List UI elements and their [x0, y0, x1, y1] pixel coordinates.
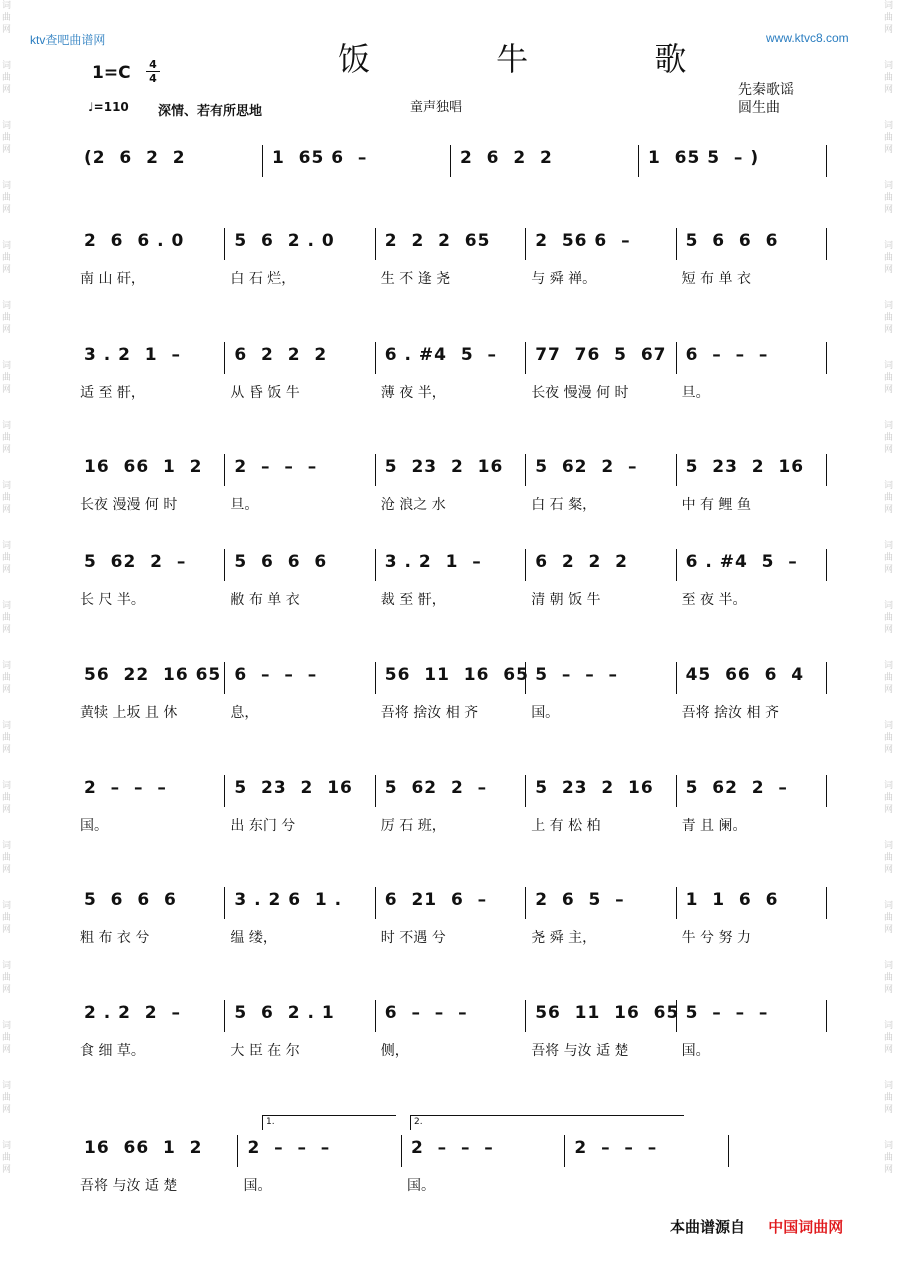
measure: 2 – – – — [410, 1138, 494, 1158]
volta-bracket-first: 1. — [262, 1115, 396, 1130]
lyric-phrase: 吾将 与汝 适 楚 — [80, 1178, 178, 1194]
measure: 5 62 2 – — [84, 552, 187, 572]
measure: 2 6 2 2 — [460, 148, 553, 168]
watermark-text: 词曲网 — [884, 481, 894, 515]
measure: 5 23 2 16 — [535, 778, 654, 798]
lyrics-line — [78, 587, 830, 615]
watermark-text: 词曲网 — [2, 1021, 12, 1055]
measure: 6 – – – — [384, 1003, 468, 1023]
measure: 5 62 2 – — [384, 778, 488, 798]
lyric-phrase: 旦。 — [230, 497, 259, 513]
measure: 56 11 16 65 — [535, 1003, 680, 1023]
notation-line — [78, 547, 830, 579]
notation-line — [78, 1133, 830, 1165]
time-signature-bottom: 4 — [149, 72, 157, 85]
watermark-text: 词曲网 — [2, 841, 12, 875]
measure: 5 – – – — [685, 1003, 769, 1023]
lyric-phrase: 牛 兮 努 力 — [681, 930, 751, 946]
lyrics-line — [78, 266, 830, 294]
lyric-phrase: 裁 至 骭， — [380, 592, 446, 608]
footer-site-link[interactable]: 中国词曲网 — [768, 1218, 844, 1236]
measure: 16 66 1 2 — [84, 1138, 203, 1158]
watermark-text: 词曲网 — [884, 421, 894, 455]
score-system — [78, 452, 830, 512]
lyric-phrase: 长 尺 半。 — [80, 592, 145, 608]
measure: 5 23 2 16 — [384, 457, 504, 477]
lyric-phrase: 缊 缕， — [230, 930, 277, 946]
measure: 5 6 6 6 — [685, 231, 779, 251]
watermark-text: 词曲网 — [2, 721, 12, 755]
lyric-phrase: 吾将 捨汝 相 齐 — [380, 705, 479, 721]
watermark-text: 词曲网 — [884, 1141, 894, 1175]
score-system — [78, 998, 830, 1058]
measure: 45 66 6 4 — [685, 665, 805, 685]
watermark-text: 词曲网 — [884, 781, 894, 815]
watermark-text: 词曲网 — [2, 1081, 12, 1115]
footer-label: 本曲谱源自 — [670, 1218, 746, 1236]
measure: 6 2 2 2 — [535, 552, 629, 572]
score-system — [78, 660, 830, 720]
watermark-text: 词曲网 — [2, 541, 12, 575]
watermark-text: 词曲网 — [884, 1, 894, 35]
lyric-phrase: 旦。 — [681, 385, 710, 401]
lyric-phrase: 薄 夜 半， — [380, 385, 446, 401]
key-signature: 1=C — [92, 63, 131, 83]
lyric-phrase: 吾将 与汝 适 楚 — [531, 1043, 629, 1059]
watermark-text: 词曲网 — [884, 841, 894, 875]
lyric-phrase: 白 石 烂， — [230, 271, 296, 287]
lyric-phrase: 厉 石 班， — [380, 818, 446, 834]
watermark-text: 词曲网 — [2, 181, 12, 215]
watermark-text: 词曲网 — [884, 721, 894, 755]
lyric-phrase: 长夜 慢漫 何 时 — [531, 385, 629, 401]
music-credit: 圆生曲 — [738, 100, 780, 116]
watermark-text: 词曲网 — [2, 121, 12, 155]
score-system — [78, 143, 830, 203]
lyric-phrase: 国。 — [243, 1178, 272, 1194]
measure: 56 22 16 65 — [84, 665, 222, 685]
watermark-text: 词曲网 — [884, 61, 894, 95]
notation-line — [78, 998, 830, 1030]
measure: 5 62 2 – — [535, 457, 638, 477]
measure: 2 – – – — [574, 1138, 658, 1158]
song-title: 饭 牛 歌 — [338, 40, 745, 78]
measure: 3 . 2 1 – — [384, 552, 482, 572]
measure: 2 – – – — [247, 1138, 331, 1158]
measure: 3 . 2 1 – — [84, 345, 181, 365]
score-system — [78, 547, 830, 607]
watermark-text: 词曲网 — [884, 121, 894, 155]
lyric-phrase: 黄犊 上坂 且 休 — [80, 705, 178, 721]
lyric-phrase: 短 布 单 衣 — [681, 271, 751, 287]
lyric-phrase: 敝 布 单 衣 — [230, 592, 300, 608]
notation-line — [78, 143, 830, 175]
expression-marking: 深情、若有所思地 — [158, 104, 263, 119]
lyric-phrase: 国。 — [80, 818, 108, 834]
measure: 5 62 2 – — [685, 778, 788, 798]
watermark-text: 词曲网 — [2, 241, 12, 275]
watermark-text: 词曲网 — [2, 361, 12, 395]
measure: 2 . 2 2 – — [84, 1003, 181, 1023]
lyric-phrase: 白 石 粲， — [531, 497, 597, 513]
right-watermark-strip — [884, 0, 898, 1263]
lyric-phrase: 大 臣 在 尔 — [230, 1043, 300, 1059]
score-system — [78, 885, 830, 945]
volta-bracket-second: 2. — [410, 1115, 684, 1130]
watermark-text: 词曲网 — [2, 901, 12, 935]
score-system — [78, 773, 830, 833]
lyric-phrase: 息， — [230, 705, 259, 721]
watermark-text: 词曲网 — [2, 421, 12, 455]
measure: (2 6 2 2 — [84, 148, 186, 168]
measure: 2 2 2 65 — [384, 231, 491, 251]
measure: 5 6 6 6 — [234, 552, 328, 572]
lyric-phrase: 生 不 逢 尧 — [380, 271, 451, 287]
measure: 2 – – – — [84, 778, 167, 798]
lyric-phrase: 粗 布 衣 兮 — [80, 930, 150, 946]
watermark-text: 词曲网 — [884, 361, 894, 395]
watermark-text: 词曲网 — [2, 961, 12, 995]
measure: 6 21 6 – — [384, 890, 488, 910]
score-system — [78, 226, 830, 286]
lyric-phrase: 上 有 松 柏 — [531, 818, 601, 834]
lyric-phrase: 国。 — [406, 1178, 435, 1194]
measure: 3 . 2 6 1 . — [234, 890, 343, 910]
lyric-phrase: 与 舜 禅。 — [531, 271, 597, 287]
measure: 6 – – – — [234, 665, 318, 685]
measure: 2 56 6 – — [535, 231, 631, 251]
measure: 5 6 2 . 1 — [234, 1003, 335, 1023]
notation-line — [78, 885, 830, 917]
measure: 16 66 1 2 — [84, 457, 203, 477]
lyrics-line — [78, 700, 830, 728]
watermark-text: 词曲网 — [884, 961, 894, 995]
left-watermark-strip — [2, 0, 16, 1263]
lyric-phrase: 出 东门 兮 — [230, 818, 296, 834]
lyric-phrase: 时 不遇 兮 — [380, 930, 446, 946]
measure: 56 11 16 65 — [384, 665, 529, 685]
measure: 6 – – – — [685, 345, 769, 365]
performance-note: 童声独唱 — [410, 100, 463, 115]
measure: 6 2 2 2 — [234, 345, 328, 365]
measure: 5 6 6 6 — [84, 890, 177, 910]
watermark-text: 词曲网 — [884, 1081, 894, 1115]
notation-line — [78, 773, 830, 805]
measure: 5 – – – — [535, 665, 619, 685]
watermark-text: 词曲网 — [2, 661, 12, 695]
notation-line — [78, 226, 830, 258]
time-signature — [146, 58, 160, 85]
watermark-text: 词曲网 — [884, 541, 894, 575]
lyric-phrase: 吾将 捨汝 相 齐 — [681, 705, 779, 721]
time-signature-top: 4 — [146, 58, 160, 72]
watermark-text: 词曲网 — [2, 1141, 12, 1175]
lyric-phrase: 沧 浪之 水 — [380, 497, 446, 513]
measure: 6 . #4 5 – — [384, 345, 497, 365]
watermark-text: 词曲网 — [884, 661, 894, 695]
lyric-phrase: 长夜 漫漫 何 时 — [80, 497, 178, 513]
watermark-text: 词曲网 — [884, 901, 894, 935]
measure: 2 – – – — [234, 457, 318, 477]
notation-line — [78, 340, 830, 372]
measure: 6 . #4 5 – — [685, 552, 798, 572]
lyric-phrase: 适 至 骭， — [80, 385, 145, 401]
score-system — [78, 340, 830, 400]
measure: 1 65 6 – — [272, 148, 368, 168]
source-site-right[interactable]: www.ktvc8.com — [766, 31, 849, 45]
tempo-marking: ♩=110 — [88, 100, 129, 114]
measure: 5 23 2 16 — [234, 778, 353, 798]
measure: 5 6 2 . 0 — [234, 231, 335, 251]
lyric-phrase: 从 昏 饭 牛 — [230, 385, 300, 401]
watermark-text: 词曲网 — [2, 1, 12, 35]
lyrics-line — [78, 183, 830, 211]
lyrics-line — [78, 1038, 830, 1066]
watermark-text: 词曲网 — [2, 601, 12, 635]
lyric-phrase: 国。 — [681, 1043, 710, 1059]
watermark-text: 词曲网 — [2, 781, 12, 815]
measure: 1 65 5 – ) — [648, 148, 760, 168]
lyrics-line — [78, 1173, 830, 1201]
lyric-phrase: 尧 舜 主， — [531, 930, 597, 946]
lyrics-line — [78, 492, 830, 520]
measure: 77 76 5 67 — [535, 345, 667, 365]
lyric-phrase: 国。 — [531, 705, 560, 721]
lyrics-line — [78, 380, 830, 408]
watermark-text: 词曲网 — [2, 61, 12, 95]
score-system — [78, 1133, 830, 1193]
watermark-text: 词曲网 — [2, 481, 12, 515]
source-site-left[interactable]: ktv查吧曲谱网 — [30, 33, 106, 47]
measure: 1 1 6 6 — [685, 890, 779, 910]
watermark-text: 词曲网 — [884, 1021, 894, 1055]
notation-line — [78, 452, 830, 484]
measure: 5 23 2 16 — [685, 457, 805, 477]
lyrics-credit: 先秦歌谣 — [738, 82, 794, 98]
lyric-phrase: 青 且 阑。 — [681, 818, 747, 834]
footer-attribution — [670, 1216, 843, 1237]
watermark-text: 词曲网 — [884, 601, 894, 635]
lyric-phrase: 清 朝 饭 牛 — [531, 592, 601, 608]
watermark-text: 词曲网 — [884, 181, 894, 215]
notation-line — [78, 660, 830, 692]
measure: 2 6 5 – — [535, 890, 625, 910]
lyric-phrase: 南 山 矸， — [80, 271, 145, 287]
lyrics-line — [78, 925, 830, 953]
watermark-text: 词曲网 — [2, 301, 12, 335]
lyric-phrase: 中 有 鲤 鱼 — [681, 497, 751, 513]
measure: 2 6 6 . 0 — [84, 231, 185, 251]
watermark-text: 词曲网 — [884, 241, 894, 275]
lyric-phrase: 至 夜 半。 — [681, 592, 747, 608]
lyrics-line — [78, 813, 830, 841]
watermark-text: 词曲网 — [884, 301, 894, 335]
lyric-phrase: 食 细 草。 — [80, 1043, 145, 1059]
lyric-phrase: 侧， — [380, 1043, 409, 1059]
